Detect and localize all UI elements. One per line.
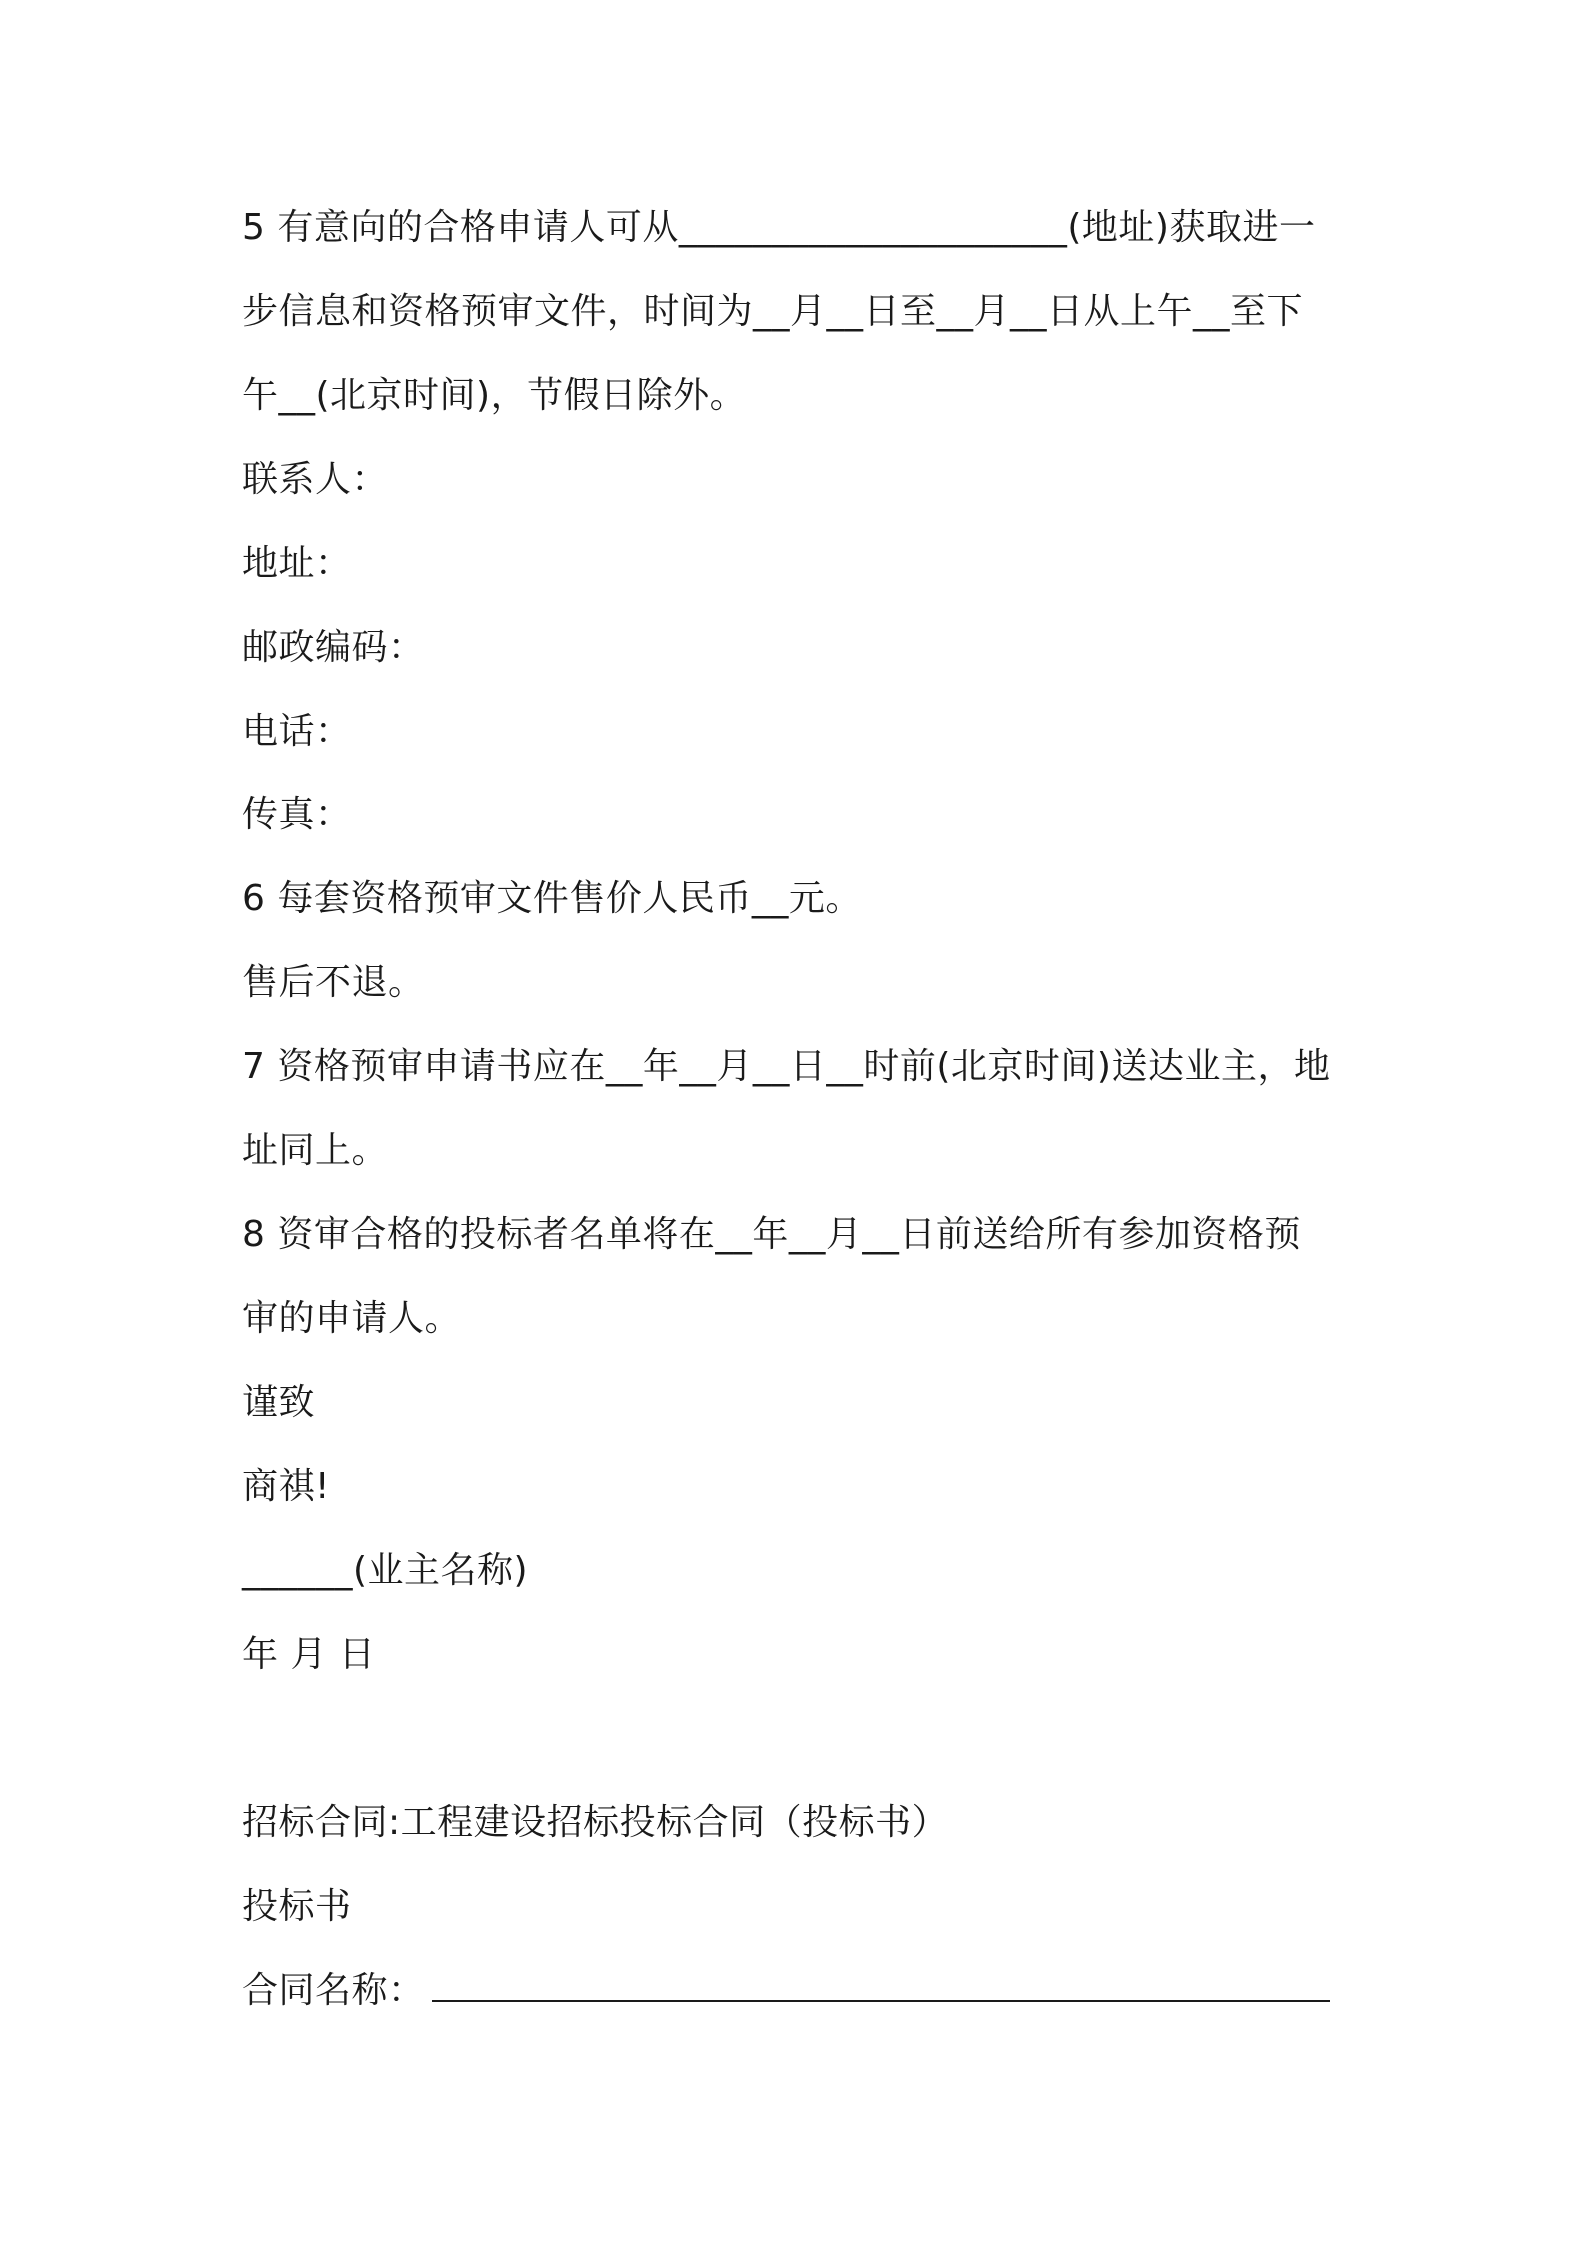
paragraph-7-line-1: 7 资格预审申请书应在__年__月__日__时前(北京时间)送达业主，地 bbox=[242, 1046, 1331, 1087]
postal-code-label: 邮政编码： bbox=[242, 627, 425, 668]
paragraph-5-line-3: 午__(北京时间)，节假日除外。 bbox=[242, 375, 747, 416]
paragraph-6-line-1: 6 每套资格预审文件售价人民币__元。 bbox=[242, 878, 862, 919]
contract-name-underline bbox=[432, 2000, 1330, 2002]
closing-greeting: 商祺! bbox=[242, 1466, 330, 1507]
contact-person-label: 联系人： bbox=[242, 459, 389, 500]
bid-document-heading: 投标书 bbox=[242, 1886, 352, 1927]
date-field: 年 月 日 bbox=[242, 1634, 376, 1675]
paragraph-8-line-2: 审的申请人。 bbox=[242, 1298, 462, 1339]
closing-salutation: 谨致 bbox=[242, 1382, 316, 1423]
paragraph-6-line-2: 售后不退。 bbox=[242, 962, 425, 1003]
paragraph-7-line-2: 址同上。 bbox=[242, 1130, 389, 1171]
phone-label: 电话： bbox=[242, 711, 352, 752]
paragraph-8-line-1: 8 资审合格的投标者名单将在__年__月__日前送给所有参加资格预 bbox=[242, 1214, 1301, 1255]
section-title: 招标合同:工程建设招标投标合同（投标书） bbox=[242, 1802, 949, 1843]
contract-name-label: 合同名称： bbox=[242, 1970, 425, 2011]
fax-label: 传真： bbox=[242, 794, 352, 835]
paragraph-5-line-1: 5 有意向的合格申请人可从_____________________(地址)获取进一 bbox=[242, 207, 1316, 248]
owner-name-field: ______(业主名称) bbox=[242, 1550, 529, 1591]
address-label: 地址： bbox=[242, 543, 352, 584]
paragraph-5-line-2: 步信息和资格预审文件，时间为__月__日至__月__日从上午__至下 bbox=[242, 291, 1304, 332]
